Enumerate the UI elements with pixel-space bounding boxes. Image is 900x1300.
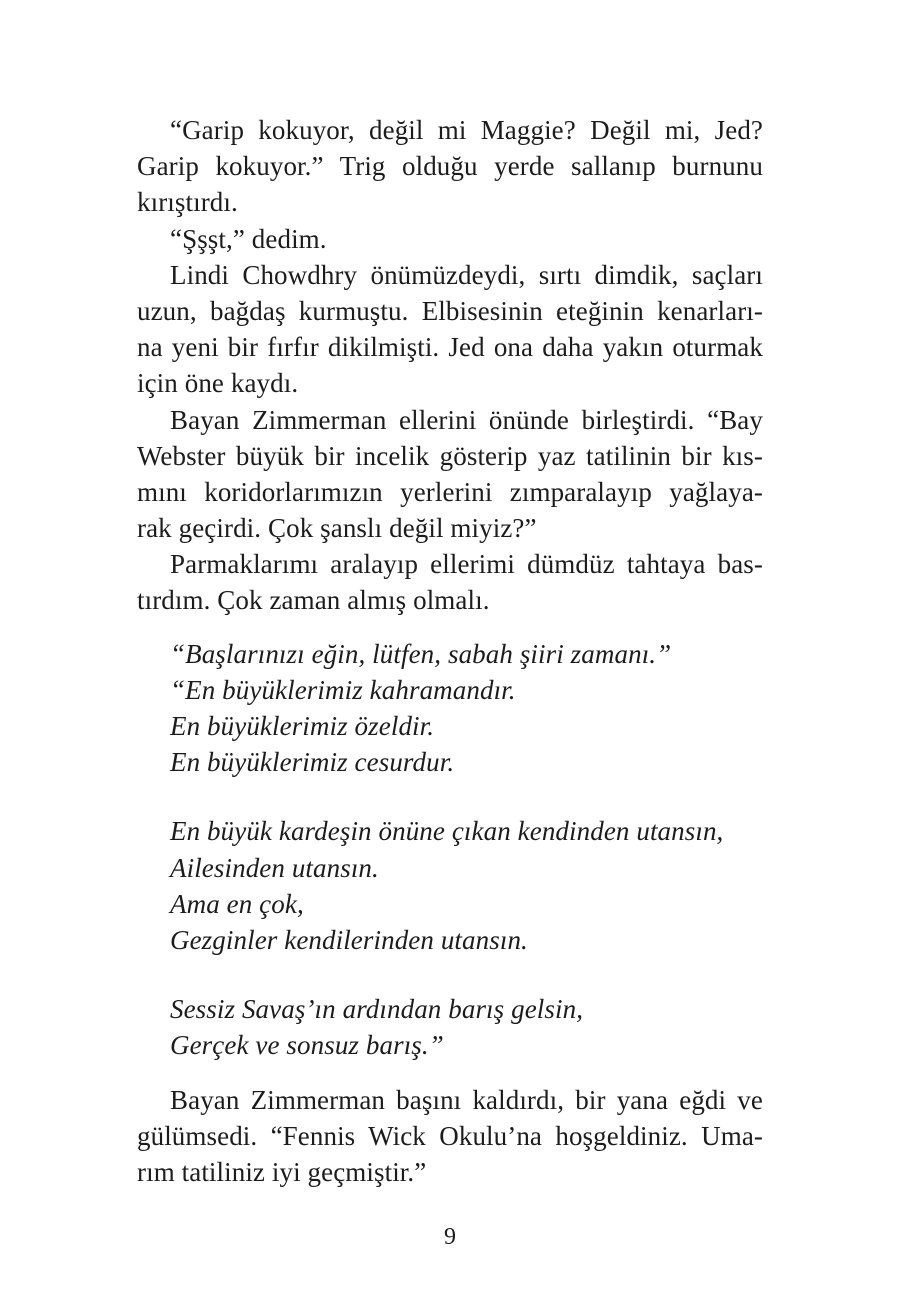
- verse-line: En büyüklerimiz özeldir.: [170, 711, 435, 741]
- text-line: gülümsedi. “Fennis Wick Okulu’na hoşgeldiniz. Uma-: [137, 1120, 763, 1151]
- text-line: na yeni bir fırfır dikilmişti. Jed ona daha yakın oturmak: [137, 332, 763, 363]
- page-number: 9: [444, 1224, 456, 1250]
- verse-line: En büyük kardeşin önüne çıkan kendinden utansın,: [170, 816, 724, 847]
- paragraph: [137, 546, 763, 618]
- verse-line: En büyüklerimiz cesurdur.: [170, 747, 455, 778]
- poem-stanza: [137, 636, 763, 781]
- poem-stanza: [137, 813, 763, 958]
- verse-line: Ailesinden utansın.: [170, 852, 379, 883]
- text-line: kırıştırdı.: [137, 187, 238, 218]
- stanza-gap: [137, 780, 763, 813]
- paragraph: [137, 112, 763, 221]
- text-line: “Garip kokuyor, değil mi Maggie? Değil mi, Jed?: [170, 115, 763, 145]
- verse-line: Gerçek ve sonsuz barış.”: [170, 1030, 444, 1061]
- verse-line: Ama en çok,: [170, 888, 304, 919]
- book-page-body: [137, 112, 763, 1190]
- paragraph: [137, 1082, 763, 1191]
- paragraph: [137, 257, 763, 402]
- verse-line: Sessiz Savaş’ın ardından barış gelsin,: [170, 994, 584, 1025]
- text-line: rım tatiliniz iyi geçmiştir.”: [137, 1156, 427, 1187]
- text-line: uzun, bağdaş kurmuştu. Elbisesinin eteğinin kenarları-: [137, 295, 763, 326]
- text-line: mını koridorlarımızın yerlerini zımparalayıp yağlaya-: [137, 476, 763, 507]
- text-line: “Şşşt,” dedim.: [170, 223, 327, 254]
- text-line: Bayan Zimmerman başını kaldırdı, bir yana eğdi ve: [170, 1084, 763, 1115]
- paragraph: [137, 221, 763, 257]
- verse-line: Gezginler kendilerinden utansın.: [170, 924, 528, 955]
- poem-block: [137, 636, 763, 1064]
- stanza-gap: [137, 958, 763, 991]
- text-line: rak geçirdi. Çok şanslı değil miyiz?”: [137, 513, 537, 544]
- verse-line: “Başlarınızı eğin, lütfen, sabah şiiri zamanı.”: [170, 638, 672, 669]
- text-line: Parmaklarımı aralayıp ellerimi dümdüz tahtaya bas-: [170, 549, 763, 580]
- text-line: tırdım. Çok zaman almış olmalı.: [137, 585, 490, 616]
- text-line: için öne kaydı.: [137, 368, 299, 399]
- poem-stanza: [137, 991, 763, 1063]
- text-line: Bayan Zimmerman ellerini önünde birleştirdi. “Bay: [170, 404, 763, 435]
- text-line: Webster büyük bir incelik gösterip yaz tatilinin bir kıs-: [137, 440, 763, 471]
- text-line: Lindi Chowdhry önümüzdeydi, sırtı dimdik, saçları: [170, 259, 763, 290]
- text-line: Garip kokuyor.” Trig olduğu yerde sallanıp burnunu: [137, 151, 763, 182]
- paragraph: [137, 402, 763, 547]
- verse-line: “En büyüklerimiz kahramandır.: [170, 674, 516, 705]
